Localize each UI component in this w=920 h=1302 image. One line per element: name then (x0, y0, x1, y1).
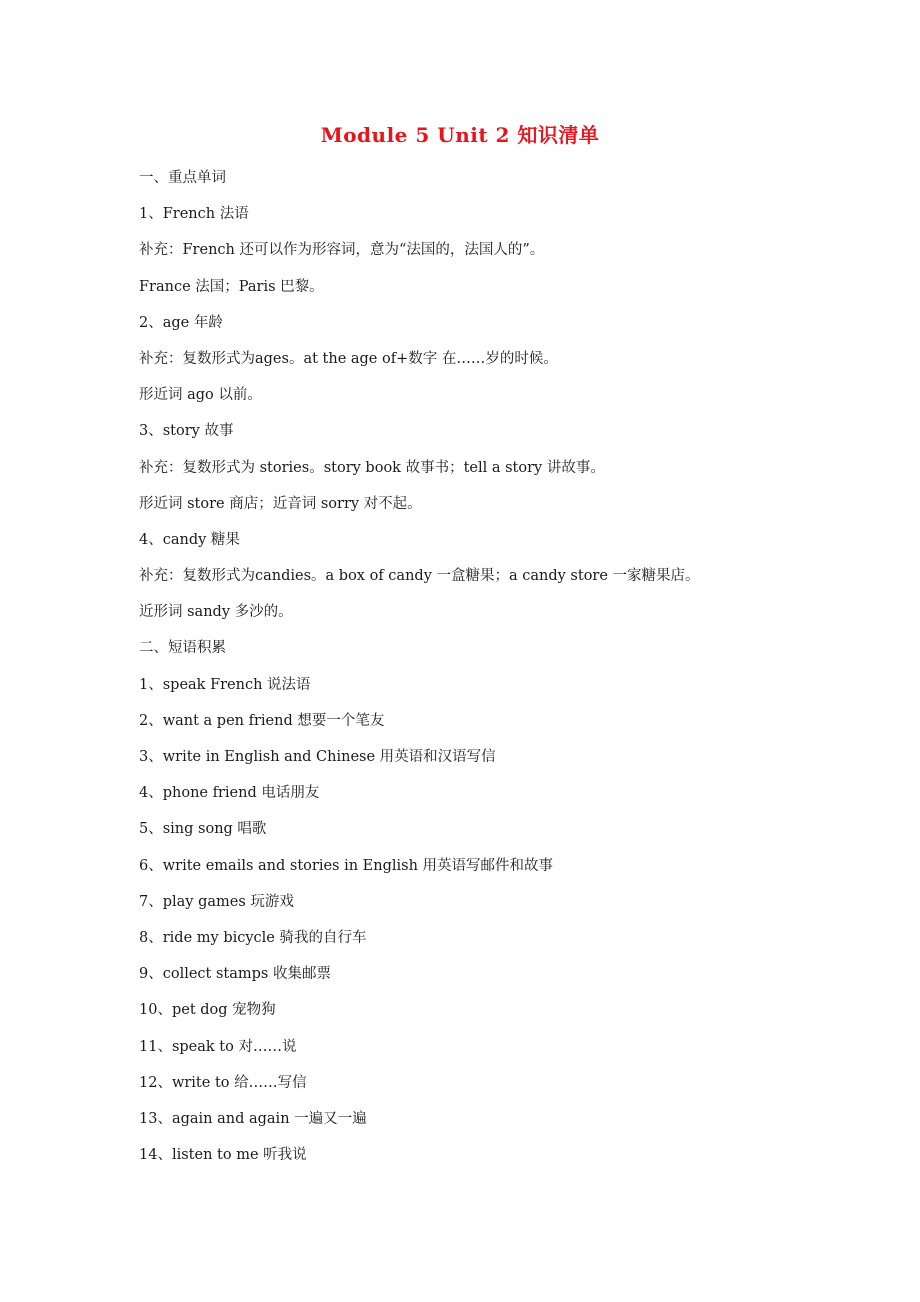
text-line: 13、again and again 一遍又一遍 (139, 1110, 367, 1127)
text-line: 补充：复数形式为ages。at the age of+数字 在……岁的时候。 (139, 350, 558, 367)
text-line: France 法国；Paris 巴黎。 (139, 278, 324, 295)
text-line: 8、ride my bicycle 骑我的自行车 (139, 929, 367, 946)
text-line: 形近词 ago 以前。 (139, 387, 262, 404)
text-line: 近形词 sandy 多沙的。 (139, 604, 293, 621)
text-line: 10、pet dog 宠物狗 (139, 1002, 276, 1019)
text-line: 3、story 故事 (139, 423, 234, 440)
text-line: 1、speak French 说法语 (139, 676, 311, 693)
text-line: 补充：French 还可以作为形容词，意为“法国的，法国人的”。 (139, 242, 545, 259)
text-line: 4、candy 糖果 (139, 531, 240, 548)
section-heading-key-words: 一、重点单词 (139, 170, 226, 186)
text-line: 12、write to 给……写信 (139, 1074, 307, 1091)
text-line: 2、want a pen friend 想要一个笔友 (139, 712, 385, 729)
text-line: 补充：复数形式为candies。a box of candy 一盒糖果；a candy store 一家糖果店。 (139, 568, 700, 585)
text-line: 2、age 年龄 (139, 314, 223, 331)
text-line: 5、sing song 唱歌 (139, 821, 267, 838)
text-line: 3、write in English and Chinese 用英语和汉语写信 (139, 749, 496, 765)
text-line: 6、write emails and stories in English 用英语写邮件和故事 (139, 857, 554, 874)
text-line: 形近词 store 商店；近音词 sorry 对不起。 (139, 495, 422, 512)
text-line: 1、French 法语 (139, 206, 249, 223)
text-line: 9、collect stamps 收集邮票 (139, 966, 331, 983)
section-heading-phrases: 二、短语积累 (139, 640, 226, 657)
text-line: 补充：复数形式为 stories。story book 故事书；tell a story 讲故事。 (139, 459, 605, 476)
text-line: 7、play games 玩游戏 (139, 893, 294, 910)
text-line: 11、speak to 对……说 (139, 1038, 297, 1055)
text-line: 14、listen to me 听我说 (139, 1147, 307, 1164)
text-line: 4、phone friend 电话朋友 (139, 785, 320, 802)
document-title: Module 5 Unit 2 知识清单 (320, 123, 600, 147)
content-lines (139, 167, 859, 1180)
